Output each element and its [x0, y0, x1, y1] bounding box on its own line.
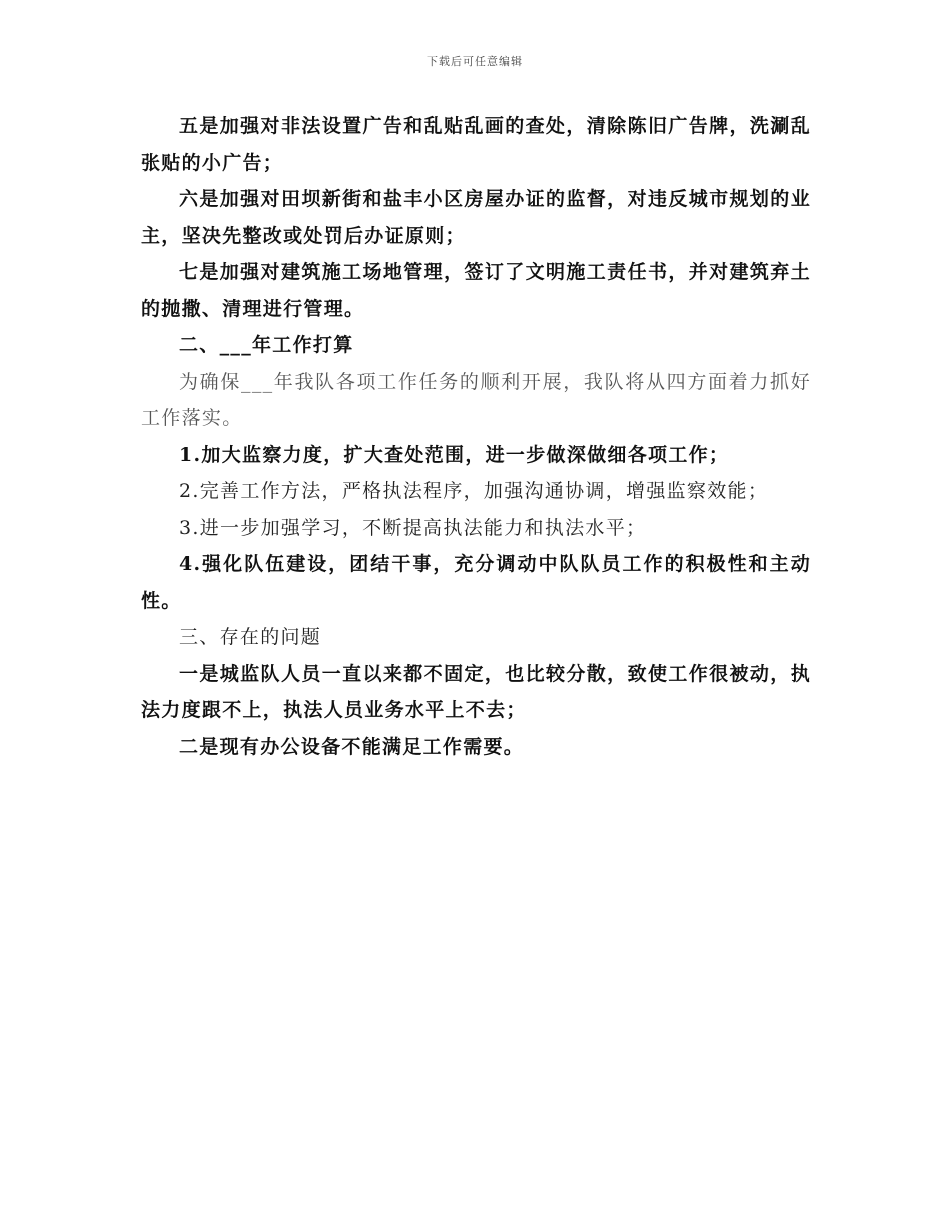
- paragraph-item-6: 六是加强对田坝新街和盐丰小区房屋办证的监督，对违反城市规划的业主，坚决先整改或处罚后办证原则；: [141, 188, 811, 247]
- section-heading-problems: 三、存在的问题: [179, 626, 322, 648]
- plan-intro-paragraph: 为确保___年我队各项工作任务的顺利开展，我队将从四方面着力抓好工作落实。: [141, 370, 811, 429]
- plan-item-4: 4.强化队伍建设，团结干事，充分调动中队队员工作的积极性和主动性。: [141, 553, 811, 612]
- problem-item-2: 二是现有办公设备不能满足工作需要。: [179, 735, 525, 758]
- plan-item-2: 2.完善工作方法，严格执法程序，加强沟通协调，增强监察效能；: [179, 480, 769, 502]
- section-heading-plan: 二、___年工作打算: [179, 334, 354, 356]
- plan-item-3: 3.进一步加强学习，不断提高执法能力和执法水平；: [179, 516, 647, 539]
- paragraph-item-7: 七是加强对建筑施工场地管理，签订了文明施工责任书，并对建筑弃土的抛撒、清理进行管理。: [141, 261, 811, 320]
- problem-item-1: 一是城监队人员一直以来都不固定，也比较分散，致使工作很被动，执法力度跟不上，执法人员业务水平上不去；: [141, 662, 811, 721]
- paragraph-item-5: 五是加强对非法设置广告和乱贴乱画的查处，清除陈旧广告牌，洗涮乱张贴的小广告；: [141, 115, 811, 174]
- document-body: [141, 108, 811, 765]
- page-header: 下载后可任意编辑: [427, 55, 523, 68]
- plan-item-1: 1.加大监察力度，扩大查处范围，进一步做深做细各项工作；: [179, 443, 730, 466]
